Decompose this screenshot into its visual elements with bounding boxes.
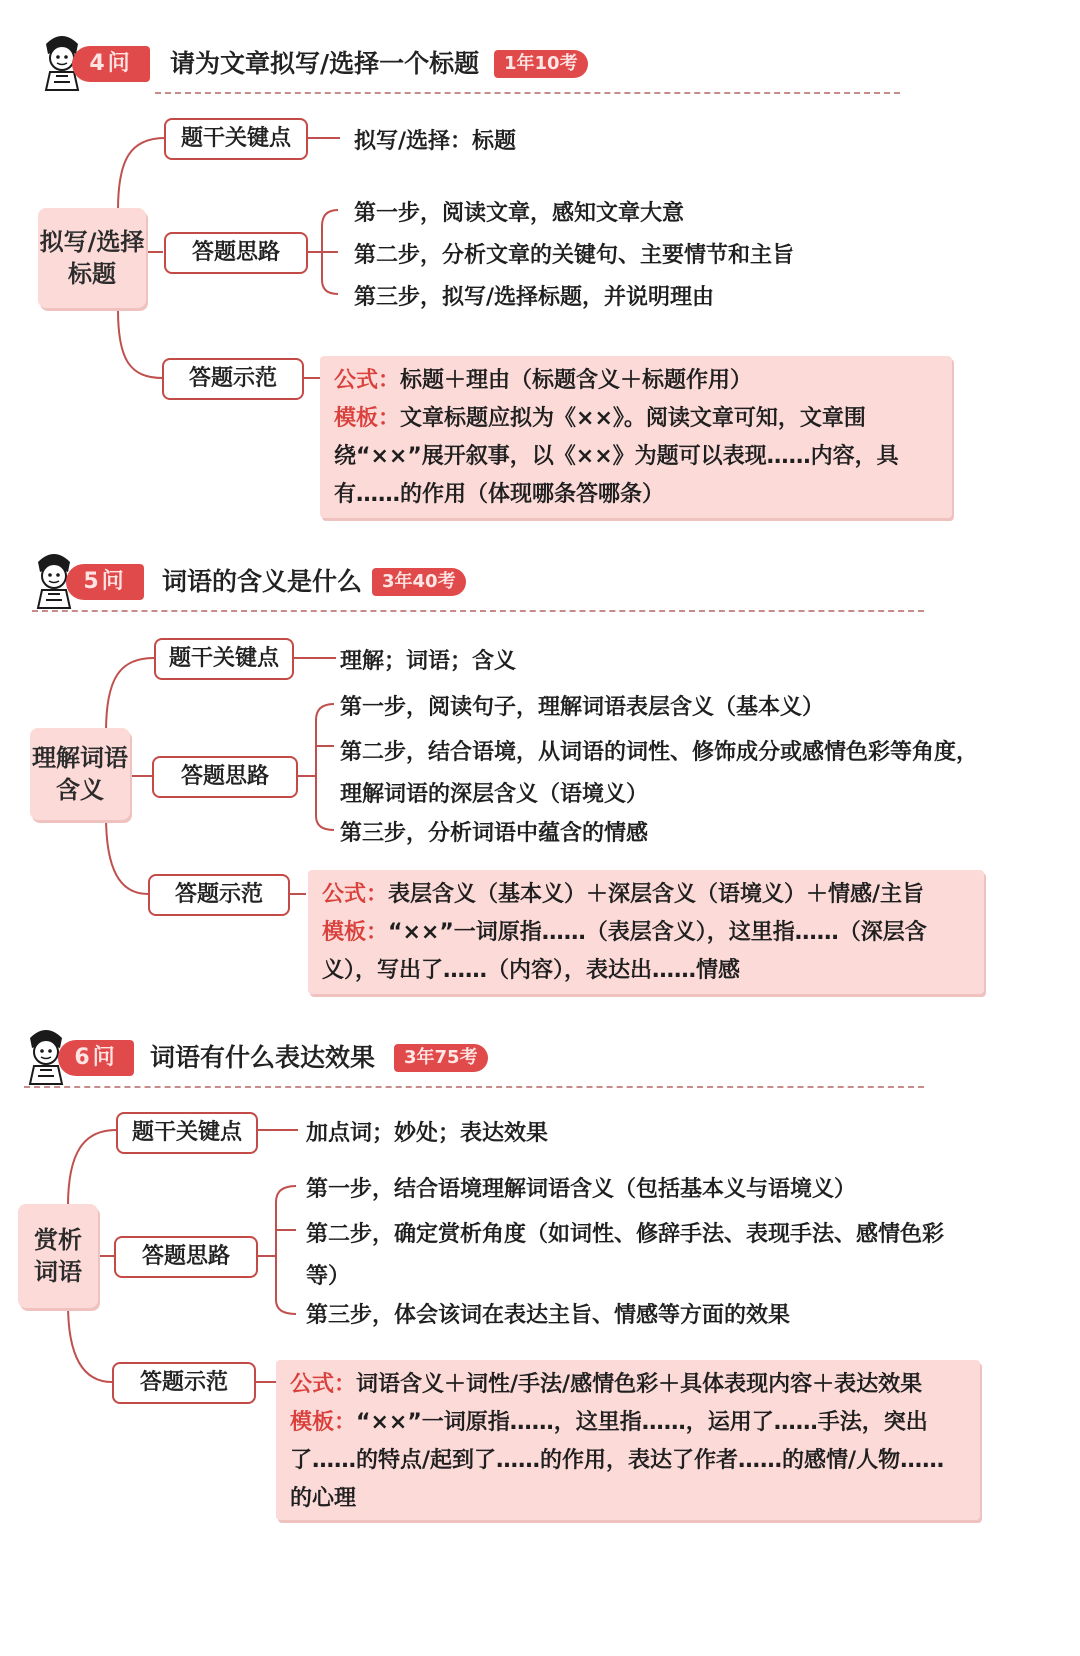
demo-node: 答题示范 xyxy=(112,1362,256,1404)
formula-line xyxy=(290,1366,966,1404)
formula-label: 公式： xyxy=(290,1372,357,1397)
template-text: “××”一词原指……，这里指……，运用了……手法，突出了……的特点/起到了……的作用，表达了作者……的感情/人物……的心理 xyxy=(290,1410,945,1511)
demo-box xyxy=(308,870,984,994)
demo-node: 答题示范 xyxy=(148,874,290,916)
topic-root: 赏析词语 xyxy=(18,1204,98,1308)
template-text: 文章标题应拟为《××》。阅读文章可知，文章围绕“××”展开叙事，以《××》为题可以表现……内容，具有……的作用（体现哪条答哪条） xyxy=(334,406,899,507)
key-points-node: 题干关键点 xyxy=(116,1112,258,1154)
key-points-text: 加点词；妙处；表达效果 xyxy=(306,1121,549,1146)
section-q4 xyxy=(0,30,1080,550)
step-3: 第三步，拟写/选择标题，并说明理由 xyxy=(354,285,715,310)
template-line xyxy=(290,1404,966,1518)
approach-node: 答题思路 xyxy=(114,1236,258,1278)
key-points-text: 理解；词语；含义 xyxy=(340,649,517,674)
demo-box xyxy=(320,356,952,518)
section-title: 词语的含义是什么 xyxy=(162,567,363,596)
formula-label: 公式： xyxy=(322,882,389,907)
approach-node: 答题思路 xyxy=(164,232,308,274)
template-text: “××”一词原指……（表层含义），这里指……（深层含义），写出了……（内容），表达出……情感 xyxy=(322,920,927,983)
formula-text: 词语含义＋词性/手法/感情色彩＋具体表现内容＋表达效果 xyxy=(356,1372,923,1397)
formula-text: 表层含义（基本义）＋深层含义（语境义）＋情感/主旨 xyxy=(388,882,925,907)
key-points-text: 拟写/选择：标题 xyxy=(354,129,517,154)
question-number-badge: 5问 xyxy=(66,564,144,600)
section-q6 xyxy=(0,1024,1080,1544)
key-points-node: 题干关键点 xyxy=(154,638,294,680)
step-1: 第一步，结合语境理解词语含义（包括基本义与语境义） xyxy=(306,1177,857,1202)
step-2: 第二步，确定赏析角度（如词性、修辞手法、表现手法、感情色彩等） xyxy=(306,1222,945,1289)
template-line xyxy=(334,400,938,514)
step-2: 第二步，结合语境，从词语的词性、修饰成分或感情色彩等角度，理解词语的深层含义（语境义） xyxy=(340,740,979,807)
demo-box xyxy=(276,1360,980,1520)
topic-root: 理解词语含义 xyxy=(30,728,130,820)
step-1: 第一步，阅读文章，感知文章大意 xyxy=(354,201,685,226)
approach-node: 答题思路 xyxy=(152,756,298,798)
demo-node: 答题示范 xyxy=(162,358,304,400)
formula-line xyxy=(322,876,970,914)
step-3: 第三步，体会该词在表达主旨、情感等方面的效果 xyxy=(306,1303,791,1328)
section-q5 xyxy=(0,548,1080,1008)
formula-label: 公式： xyxy=(334,368,401,393)
formula-line xyxy=(334,362,938,400)
step-2: 第二步，分析文章的关键句、主要情节和主旨 xyxy=(354,243,795,268)
question-number-badge: 6问 xyxy=(58,1040,134,1076)
formula-text: 标题＋理由（标题含义＋标题作用） xyxy=(400,368,753,393)
key-points-node: 题干关键点 xyxy=(164,118,308,160)
frequency-badge: 3年40考 xyxy=(372,568,466,596)
template-label: 模板： xyxy=(334,406,401,431)
template-line xyxy=(322,914,970,990)
topic-root: 拟写/选择标题 xyxy=(38,208,146,308)
frequency-badge: 1年10考 xyxy=(494,50,588,78)
section-title: 请为文章拟写/选择一个标题 xyxy=(170,49,480,78)
template-label: 模板： xyxy=(290,1410,357,1435)
question-number-badge: 4问 xyxy=(72,46,150,82)
section-title: 词语有什么表达效果 xyxy=(150,1043,376,1072)
step-1: 第一步，阅读句子，理解词语表层含义（基本义） xyxy=(340,695,825,720)
frequency-badge: 3年75考 xyxy=(394,1044,488,1072)
step-3: 第三步，分析词语中蕴含的情感 xyxy=(340,821,649,846)
template-label: 模板： xyxy=(322,920,389,945)
